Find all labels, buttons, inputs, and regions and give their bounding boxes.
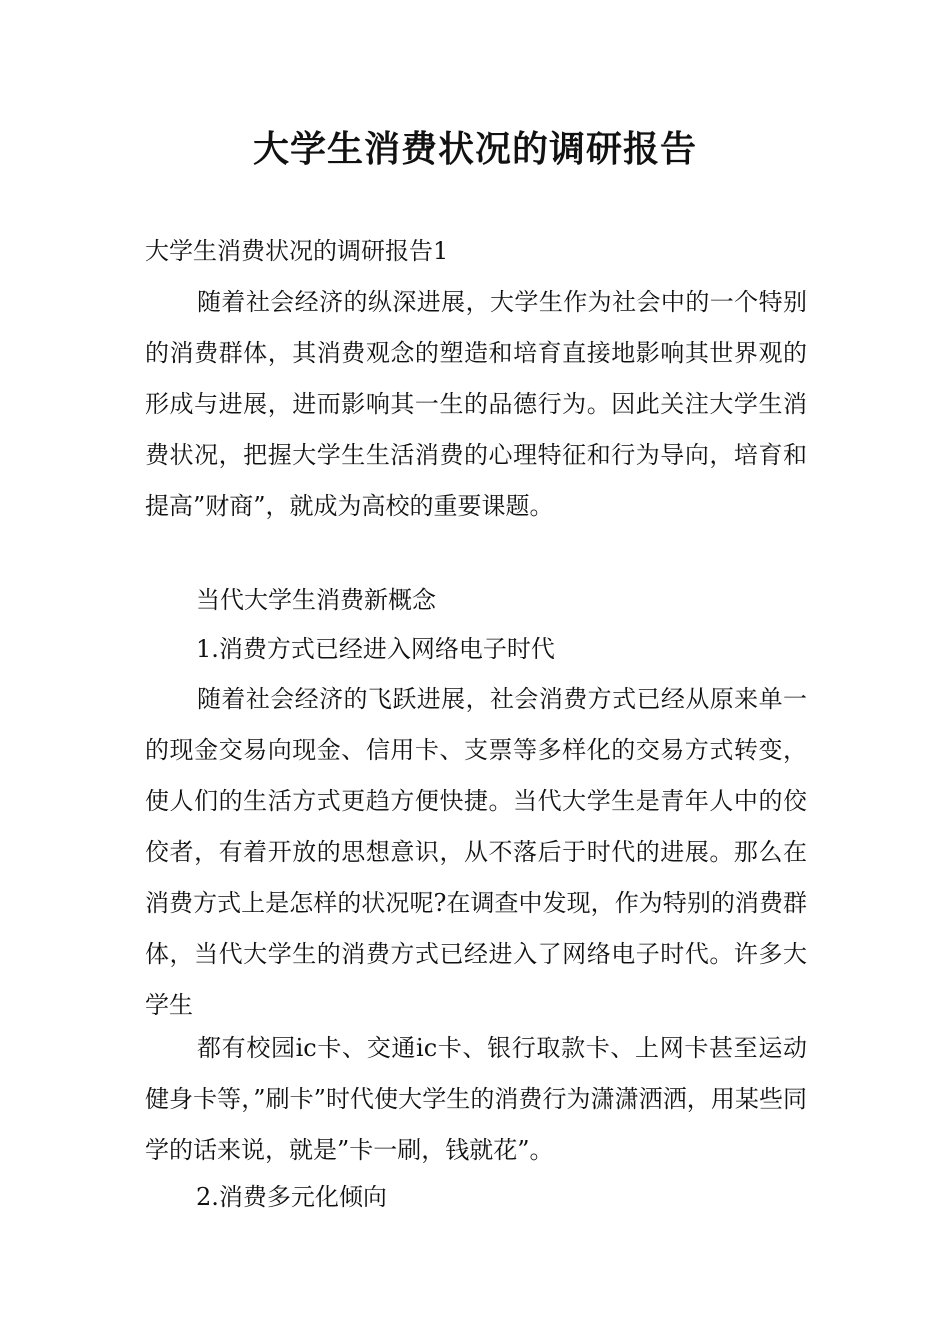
intro-paragraph: 随着社会经济的纵深进展，大学生作为社会中的一个特别的消费群体，其消费观念的塑造和培育直接地影响其世界观的形成与进展，进而影响其一生的品德行为。因此关注大学生消费状况，把握大学生生活消费的心理特征和行为导向，培育和提高”财商”，就成为高校的重要课题。 [145,288,807,520]
item2-heading: 2.消费多元化倾向 [196,1183,387,1211]
document-title: 大学生消费状况的调研报告 [252,129,697,170]
item1-paragraph: 随着社会经济的飞跃进展，社会消费方式已经从原来单一的现金交易向现金、信用卡、支票等多样化的交易方式转变，使人们的生活方式更趋方便快捷。当代大学生是青年人中的佼佼者，有着开放的思想意识，从不落后于时代的进展。那么在消费方式上是怎样的状况呢?在调查中发现，作为特别的消费群体，当代大学生的消费方式已经进入了网络电子时代。许多大学生 [145,685,807,1019]
report-subtitle: 大学生消费状况的调研报告1 [145,237,449,265]
section-heading: 当代大学生消费新概念 [196,586,436,614]
item1-paragraph-continued: 都有校园ic卡、交通ic卡、银行取款卡、上网卡甚至运动健身卡等，”刷卡”时代使大学生的消费行为潇潇洒洒，用某些同学的话来说，就是”卡一刷，钱就花”。 [145,1034,807,1164]
item1-heading: 1.消费方式已经进入网络电子时代 [196,635,555,663]
